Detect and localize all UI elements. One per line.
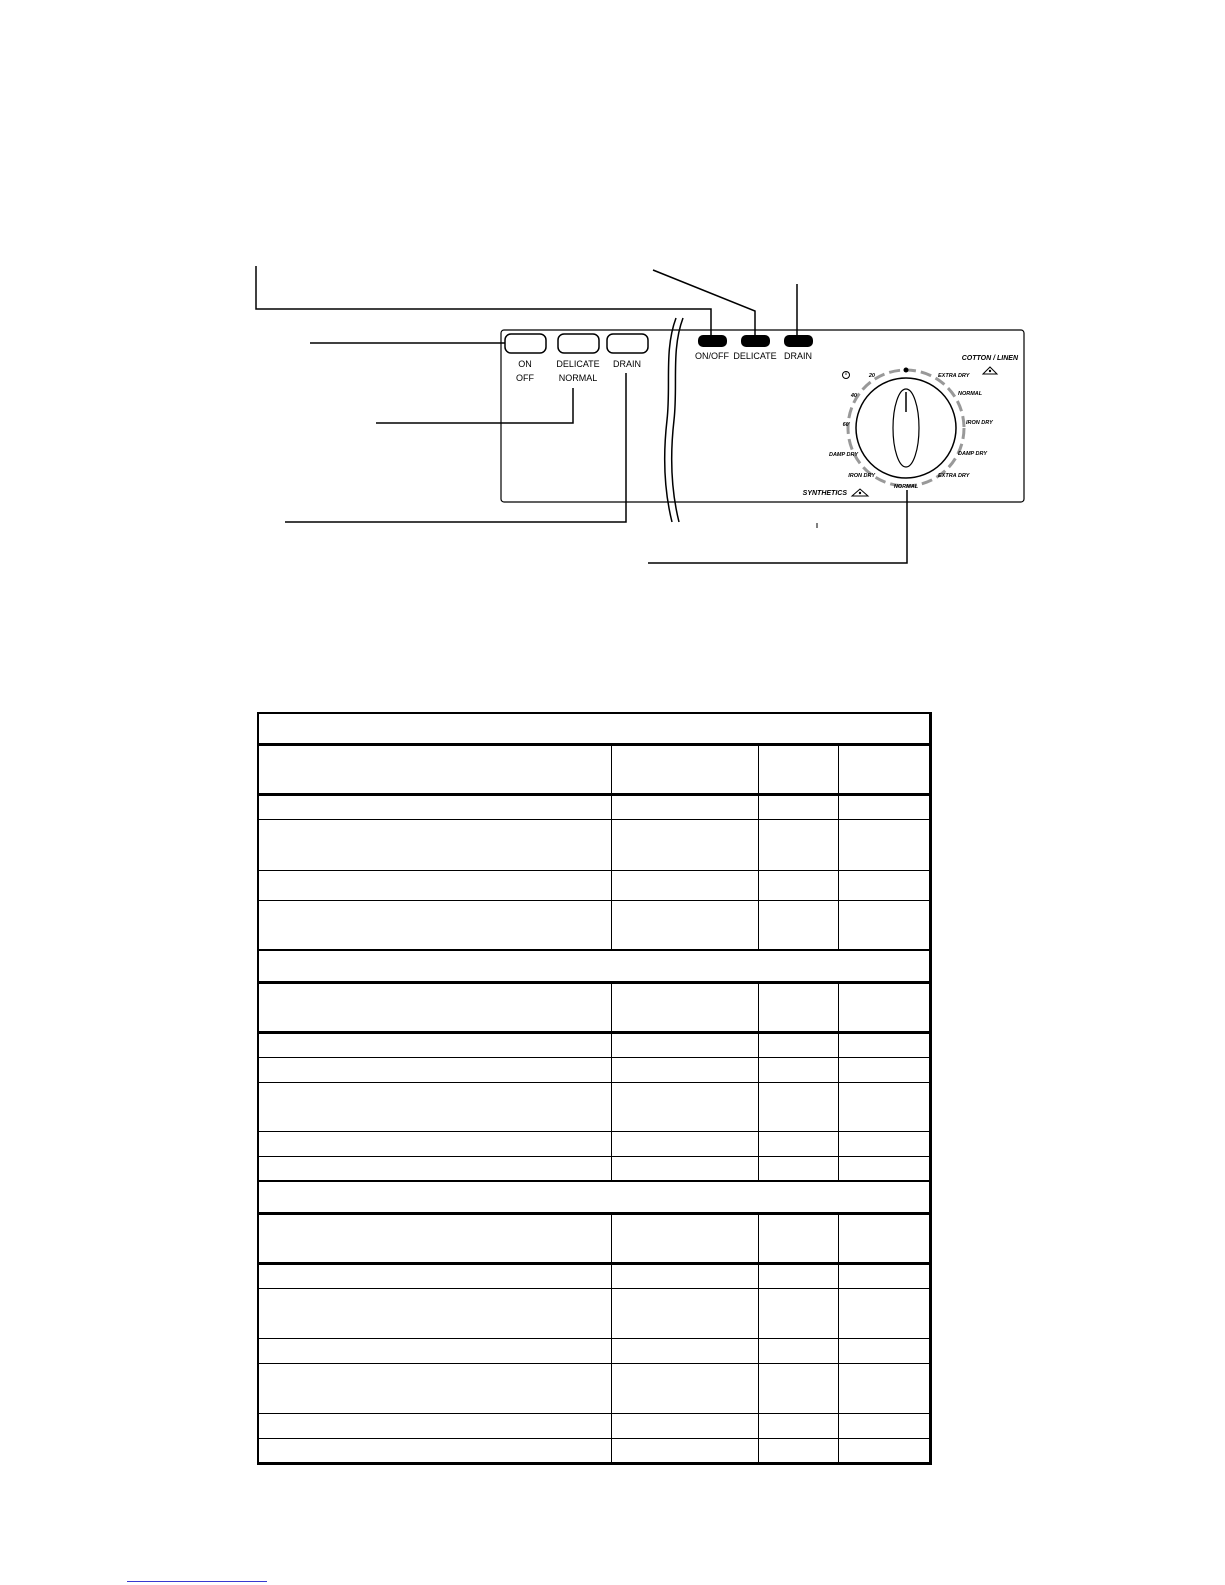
table-row (258, 1413, 930, 1438)
on-off-button[interactable] (505, 334, 546, 353)
table-header-cell (838, 982, 930, 1032)
footer-link-underline[interactable] (127, 1581, 267, 1582)
table-cell (258, 1131, 611, 1156)
table-cell (758, 1338, 838, 1363)
table-row (258, 870, 930, 900)
table-cell (758, 900, 838, 950)
control-panel-diagram (0, 0, 1225, 700)
section-title-cell (258, 950, 930, 982)
on-off-pushbutton-label: ON/OFF (695, 351, 729, 361)
table-cell (758, 1413, 838, 1438)
table-header-cell (258, 744, 611, 794)
table-header-cell (258, 1213, 611, 1263)
table-cell (611, 1131, 758, 1156)
delicate-normal-button[interactable] (558, 334, 599, 353)
dial-setting-iron-dry: IRON DRY (966, 420, 993, 426)
dial-time-60: 60' (842, 422, 850, 428)
off-button-label: OFF (516, 373, 534, 383)
table-cell (838, 1131, 930, 1156)
dial-start-dot (904, 368, 909, 373)
drain-button[interactable] (607, 334, 648, 353)
table-cell (838, 1363, 930, 1413)
table-cell (611, 1156, 758, 1181)
table-row (258, 819, 930, 870)
table-cell (758, 870, 838, 900)
table-header-row (258, 1213, 930, 1263)
table-cell (758, 1363, 838, 1413)
table-cell (758, 1082, 838, 1131)
table-cell (758, 1156, 838, 1181)
delicate-pushbutton-label: DELICATE (733, 351, 777, 361)
table-header-cell (611, 1213, 758, 1263)
table-cell (838, 1263, 930, 1288)
table-cell (611, 1032, 758, 1057)
dial-setting-synthetic-normal: NORMAL (893, 484, 919, 490)
table-cell (838, 870, 930, 900)
table-cell (611, 1413, 758, 1438)
table-cell (838, 819, 930, 870)
table-cell (611, 870, 758, 900)
table-cell (258, 900, 611, 950)
table-cell (758, 1438, 838, 1463)
table-row (258, 1131, 930, 1156)
table-cell (838, 1156, 930, 1181)
table-cell (758, 1131, 838, 1156)
table-row (258, 1032, 930, 1057)
dial-setting-synthetic-iron-dry: IRON DRY (848, 473, 875, 479)
table-cell (611, 1438, 758, 1463)
table-cell (258, 870, 611, 900)
table-cell (611, 900, 758, 950)
table-row (258, 1363, 930, 1413)
table-cell (611, 819, 758, 870)
callout-line-on-off (256, 266, 711, 335)
table-cell (611, 1057, 758, 1082)
dial-time-40: 40 (850, 393, 857, 399)
table-cell (838, 794, 930, 819)
table-cell (258, 794, 611, 819)
synthetics-label: SYNTHETICS (802, 490, 847, 497)
table-cell (258, 1263, 611, 1288)
table-header-cell (838, 1213, 930, 1263)
table-cell (758, 1032, 838, 1057)
table-cell (258, 1338, 611, 1363)
dial-setting-normal: NORMAL (958, 391, 983, 397)
table-row (258, 1156, 930, 1181)
table-cell (258, 1156, 611, 1181)
table-cell (258, 1438, 611, 1463)
section-title-cell (258, 1181, 930, 1213)
table-cell (838, 1438, 930, 1463)
table-header-cell (758, 982, 838, 1032)
table-cell (758, 819, 838, 870)
table-row (258, 900, 930, 950)
table-cell (838, 900, 930, 950)
table-row (258, 1438, 930, 1463)
on-off-pushbutton[interactable] (698, 335, 727, 347)
table-section-title-row (258, 1181, 930, 1213)
table-cell (838, 1032, 930, 1057)
table-cell (258, 1288, 611, 1338)
dial-setting-synthetic-damp-dry: DAMP DRY (828, 452, 858, 458)
on-button-label: ON (518, 359, 532, 369)
table-row (258, 1082, 930, 1131)
drain-button-label: DRAIN (612, 359, 642, 369)
table-cell (258, 1413, 611, 1438)
table-header-cell (258, 982, 611, 1032)
table-cell (838, 1057, 930, 1082)
table-cell (611, 1363, 758, 1413)
table-header-row (258, 744, 930, 794)
table-cell (611, 1288, 758, 1338)
table-row (258, 1263, 930, 1288)
table-cell (758, 794, 838, 819)
cotton-linen-label: COTTON / LINEN (961, 355, 1018, 362)
table-cell (258, 1057, 611, 1082)
table-cell (838, 1413, 930, 1438)
table-row (258, 1288, 930, 1338)
table-cell (758, 1288, 838, 1338)
table-header-row (258, 982, 930, 1032)
section-title-cell (258, 713, 930, 744)
normal-button-label: NORMAL (558, 373, 598, 383)
table-cell (758, 1057, 838, 1082)
delicate-button-label: DELICATE (556, 359, 600, 369)
table-section-title-row (258, 713, 930, 744)
dial-setting-extra-dry: EXTRA DRY (938, 373, 970, 379)
table-header-cell (611, 744, 758, 794)
table-row (258, 794, 930, 819)
table-cell (838, 1338, 930, 1363)
table-section-title-row (258, 950, 930, 982)
table-cell (838, 1082, 930, 1131)
drain-pushbutton[interactable] (784, 335, 813, 347)
callout-line-delicate (653, 270, 755, 335)
programme-table (257, 712, 932, 1465)
table-cell (611, 794, 758, 819)
table-header-cell (838, 744, 930, 794)
table-row (258, 1338, 930, 1363)
table-row (258, 1057, 930, 1082)
table-header-cell (758, 744, 838, 794)
table-cell (611, 1263, 758, 1288)
table-cell (611, 1082, 758, 1131)
dial-time-20: 20 (868, 373, 875, 379)
table-cell (258, 1032, 611, 1057)
table-cell (258, 819, 611, 870)
table-cell (611, 1338, 758, 1363)
delicate-pushbutton[interactable] (741, 335, 770, 347)
table-cell (258, 1363, 611, 1413)
table-header-cell (611, 982, 758, 1032)
drain-pushbutton-label: DRAIN (783, 351, 813, 361)
table-cell (758, 1263, 838, 1288)
table-header-cell (758, 1213, 838, 1263)
dial-setting-damp-dry: DAMP DRY (958, 451, 988, 457)
table-cell (258, 1082, 611, 1131)
table-cell (838, 1288, 930, 1338)
dial-setting-extra-dry-2: EXTRA DRY (938, 473, 970, 479)
